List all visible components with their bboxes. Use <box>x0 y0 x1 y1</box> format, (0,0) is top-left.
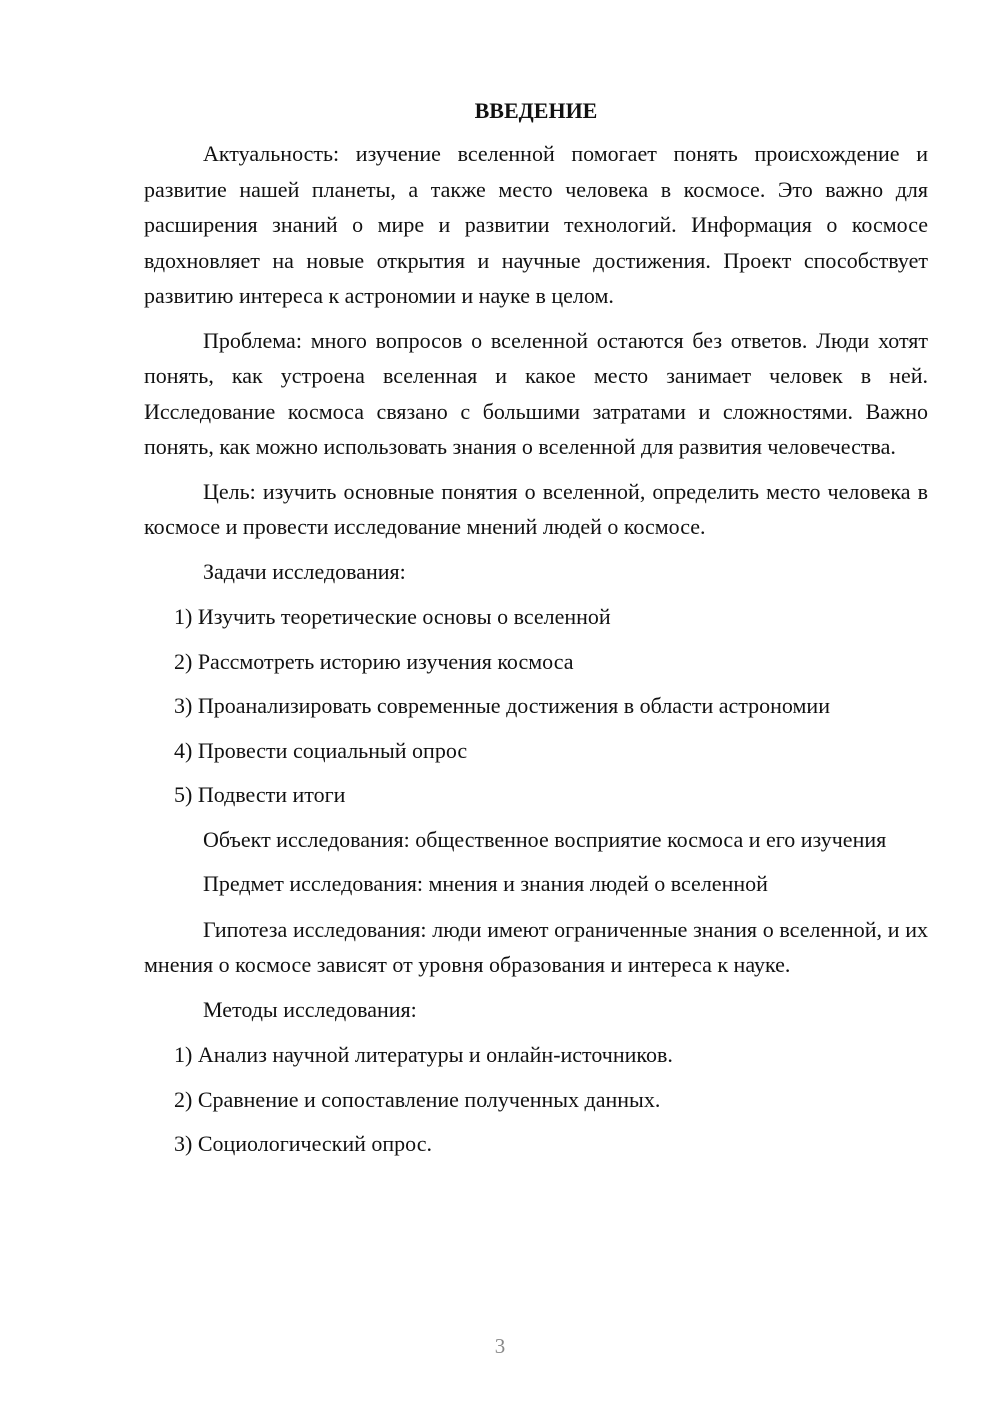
task-item: 2) Рассмотреть историю изучения космоса <box>174 648 574 674</box>
document-page <box>144 96 928 1171</box>
task-item: 5) Подвести итоги <box>174 782 346 807</box>
task-item: 1) Изучить теоретические основы о вселенной <box>174 604 611 629</box>
method-item: 2) Сравнение и сопоставление полученных данных. <box>174 1086 661 1112</box>
hypothesis-paragraph: Гипотеза исследования: люди имеют ограниченные знания о вселенной, и их мнения о космосе зависят от уровня образования и интереса к науке. <box>144 916 928 977</box>
subject-paragraph: Предмет исследования: мнения и знания людей о вселенной <box>203 871 768 896</box>
method-item: 3) Социологический опрос. <box>174 1131 432 1156</box>
task-item: 4) Провести социальный опрос <box>174 737 468 763</box>
object-paragraph: Объект исследования: общественное восприятие космоса и его изучения <box>203 826 887 852</box>
problem-paragraph: Проблема: много вопросов о вселенной остаются без ответов. Люди хотят понять, как устроена вселенная и какое место занимает человек в ней. Исследование космоса связано с большими затратами и сложностями. Важно понять, как можно использовать знания о вселенной для развития человечества. <box>144 327 928 459</box>
relevance-paragraph: Актуальность: изучение вселенной помогает понять происхождение и развитие нашей планеты, а также место человека в космосе. Это важно для расширения знаний о мире и развитии технологий. Информация о космосе вдохновляет на новые открытия и научные достижения. Проект способствует развитию интереса к астрономии и науке в целом. <box>144 141 928 308</box>
task-item: 3) Проанализировать современные достижения в области астрономии <box>174 693 830 718</box>
page-number: 3 <box>494 1334 506 1358</box>
method-item: 1) Анализ научной литературы и онлайн-источников. <box>174 1042 673 1067</box>
goal-paragraph: Цель: изучить основные понятия о вселенной, определить место человека в космосе и провести исследование мнений людей о космосе. <box>144 478 928 539</box>
methods-heading: Методы исследования: <box>203 996 417 1022</box>
tasks-heading: Задачи исследования: <box>203 558 406 584</box>
section-title: ВВЕДЕНИЕ <box>474 98 598 123</box>
